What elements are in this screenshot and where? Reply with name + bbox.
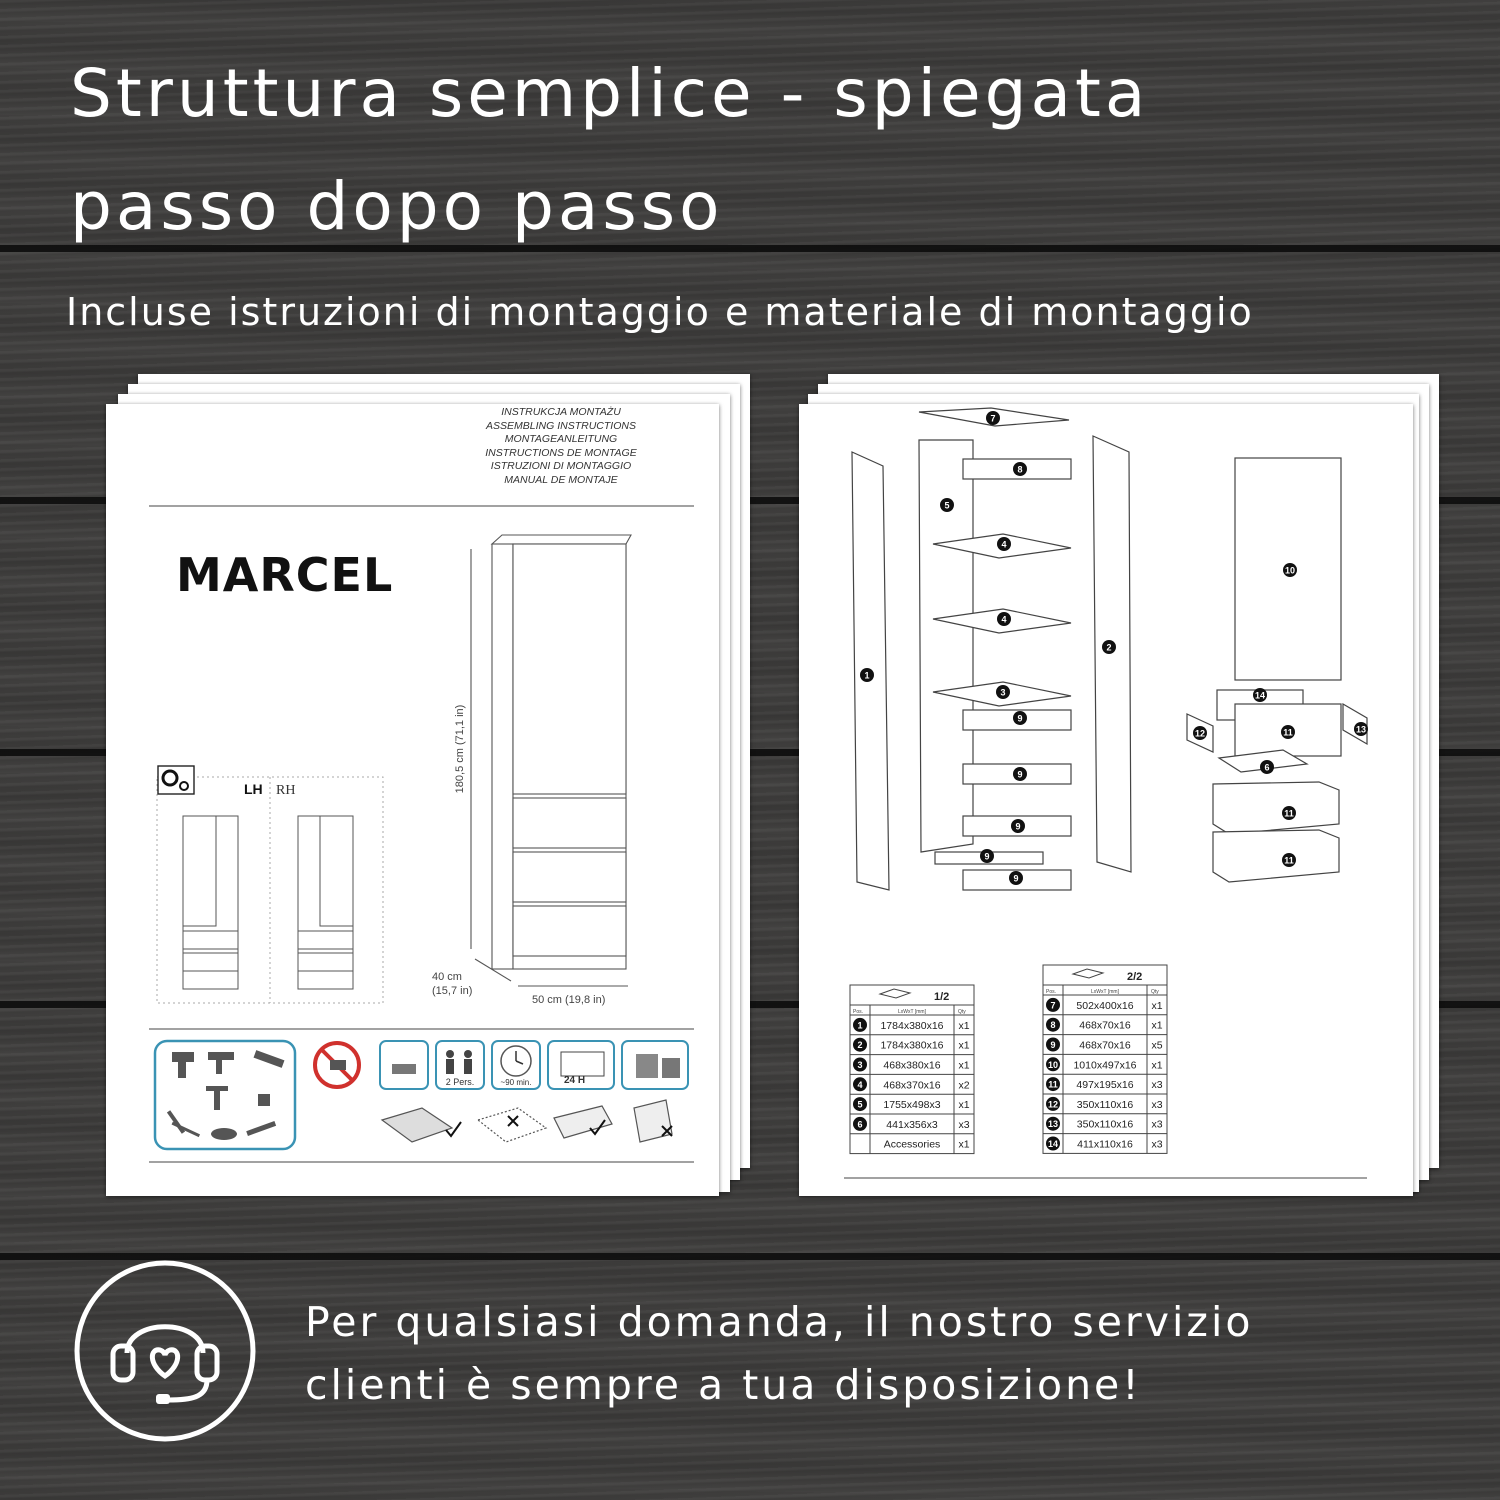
part-badge-label: 9 [1013, 873, 1019, 884]
lang-en: ASSEMBLING INSTRUCTIONS [486, 420, 636, 432]
row-dimension: 350x110x16 [1076, 1098, 1134, 1111]
row-pos: 2 [857, 1040, 863, 1051]
part-badge-label: 4 [1001, 539, 1007, 550]
row-pos: 3 [857, 1060, 863, 1070]
parts-list-sheet [799, 404, 1413, 1196]
row-quantity: x3 [1151, 1138, 1163, 1151]
row-dimension: 468x70x16 [1079, 1039, 1131, 1052]
row-dimension: 1784x380x16 [880, 1019, 944, 1032]
part-badge-label: 1 [864, 670, 870, 681]
row-pos: 12 [1047, 1099, 1059, 1110]
table-page-label: 1/2 [934, 991, 950, 1003]
part-badge-label: 9 [1015, 821, 1021, 832]
lang-es: MANUAL DE MONTAJE [504, 474, 618, 486]
lang-pl: INSTRUKCJA MONTAŻU [501, 406, 621, 418]
part-badge [1281, 725, 1295, 739]
row-dimension: 1010x497x16 [1073, 1059, 1137, 1072]
depth-dimension-2: (15,7 in) [432, 985, 473, 997]
part-badge-label: 11 [1283, 727, 1293, 738]
row-quantity: x1 [1151, 1059, 1163, 1072]
row-pos: 6 [857, 1119, 863, 1130]
row-pos: 14 [1047, 1139, 1059, 1149]
row-pos: 13 [1047, 1119, 1059, 1130]
row-pos: 9 [1050, 1040, 1056, 1050]
table-head-pos: Pos. [853, 1009, 864, 1015]
part-badge [860, 668, 874, 682]
row-dimension: 497x195x16 [1076, 1079, 1134, 1092]
row-quantity: x1 [958, 1039, 970, 1052]
row-pos: 11 [1048, 1079, 1058, 1090]
lang-fr: INSTRUCTIONS DE MONTAGE [485, 447, 637, 459]
part-badge-label: 13 [1355, 724, 1367, 735]
row-dimension: 1784x380x16 [880, 1039, 944, 1052]
part-badge [940, 498, 954, 512]
depth-dimension-1: 40 cm [432, 971, 462, 983]
hours-label: 24 H [564, 1075, 586, 1086]
tools-icon [155, 1041, 295, 1149]
footer-line-1: Per qualsiasi domanda, il nostro servizio [305, 1298, 1254, 1346]
part-badge-label: 10 [1284, 565, 1296, 576]
parts-table-2 [1043, 965, 1167, 1153]
part-badge-label: 11 [1284, 855, 1294, 866]
part-badge [1193, 726, 1207, 740]
row-dimension: 1755x498x3 [883, 1099, 941, 1112]
lang-de: MONTAGEANLEITUNG [504, 433, 618, 445]
support-headset-icon [72, 1258, 258, 1444]
part-badge-label: 8 [1017, 464, 1023, 475]
part-badge [1009, 871, 1023, 885]
row-quantity: x3 [1151, 1118, 1163, 1131]
settings-gear-icon [158, 766, 194, 794]
part-badge [1102, 640, 1116, 654]
row-quantity: x1 [958, 1099, 970, 1112]
row-pos: 10 [1047, 1059, 1059, 1070]
row-quantity: x1 [1151, 999, 1163, 1012]
no-hands-icon [315, 1043, 359, 1087]
row-quantity: x1 [958, 1019, 970, 1032]
row-dimension: 411x110x16 [1077, 1138, 1133, 1151]
part-badge-label: 3 [1000, 687, 1006, 698]
row-dimension: Accessories [883, 1138, 941, 1151]
part-badge-label: 7 [990, 413, 996, 424]
headline-line-1: Struttura semplice - spiegata [70, 55, 1150, 132]
row-quantity: x1 [958, 1059, 970, 1072]
variant-rh-label: RH [276, 783, 296, 798]
cabinet-drawing [471, 535, 631, 986]
row-dimension: 441x356x3 [886, 1118, 938, 1131]
row-dimension: 350x110x16 [1076, 1118, 1134, 1131]
table-head-qty: Qty [1151, 989, 1159, 995]
part-badge [1260, 760, 1274, 774]
row-quantity: x1 [958, 1138, 970, 1151]
row-pos: 7 [1050, 1000, 1056, 1011]
part-badge-label: 9 [1017, 713, 1023, 724]
row-quantity: x5 [1151, 1039, 1163, 1052]
height-dimension: 180,5 cm (71,1 in) [454, 704, 466, 794]
part-badge [997, 537, 1011, 551]
row-pos: 5 [857, 1099, 863, 1110]
part-badge-label: 4 [1001, 614, 1007, 625]
part-badge [996, 685, 1010, 699]
row-quantity: x2 [958, 1079, 970, 1092]
part-badge-label: 6 [1264, 762, 1270, 773]
part-badge [1354, 722, 1368, 736]
part-badge-label: 14 [1254, 690, 1266, 701]
part-badge [997, 612, 1011, 626]
row-quantity: x3 [958, 1118, 970, 1131]
variant-lh-label: LH [244, 781, 263, 797]
parts-table-1 [850, 985, 974, 1154]
part-badge [1282, 806, 1296, 820]
row-pos: 1 [857, 1020, 863, 1031]
part-badge [1013, 711, 1027, 725]
row-quantity: x1 [1151, 1019, 1163, 1032]
table-head-pos: Pos. [1046, 989, 1057, 995]
table-page-label: 2/2 [1127, 971, 1143, 983]
part-badge-label: 9 [984, 851, 990, 862]
part-badge [1011, 819, 1025, 833]
part-badge [1013, 767, 1027, 781]
table-head-qty: Qty [958, 1009, 966, 1015]
variant-rh-drawing [298, 816, 353, 989]
instruction-cover-sheet [106, 404, 719, 1196]
part-badge-label: 2 [1106, 642, 1112, 653]
part-badge [1253, 688, 1267, 702]
part-badge-label: 9 [1017, 769, 1023, 780]
product-name: MARCEL [176, 548, 394, 602]
part-badge-label: 5 [944, 500, 950, 511]
row-quantity: x3 [1151, 1079, 1163, 1092]
assembly-surface-icons [382, 1100, 672, 1142]
time-label: ~90 min. [500, 1078, 532, 1087]
footer-line-2: clienti è sempre a tua disposizione! [305, 1361, 1142, 1409]
table-head-dim: LxWxT [mm] [1091, 989, 1119, 995]
part-badge [986, 411, 1000, 425]
subtitle: Incluse istruzioni di montaggio e materiale di montaggio [66, 290, 1254, 334]
width-dimension: 50 cm (19,8 in) [532, 994, 606, 1006]
persons-label: 2 Pers. [445, 1077, 475, 1087]
part-badge [1282, 853, 1296, 867]
row-dimension: 502x400x16 [1076, 999, 1134, 1012]
part-badge-label: 11 [1284, 808, 1294, 819]
row-quantity: x3 [1151, 1098, 1163, 1111]
row-dimension: 468x70x16 [1079, 1019, 1131, 1032]
part-badge [980, 849, 994, 863]
row-dimension: 468x370x16 [883, 1079, 941, 1092]
part-badge [1283, 563, 1297, 577]
row-pos: 4 [857, 1079, 863, 1090]
part-badge-label: 12 [1194, 728, 1206, 739]
table-head-dim: LxWxT [mm] [898, 1009, 926, 1015]
row-dimension: 468x380x16 [883, 1059, 941, 1072]
part-badge [1013, 462, 1027, 476]
headline-line-2: passo dopo passo [70, 168, 724, 245]
row-pos: 8 [1050, 1020, 1056, 1031]
variant-lh-drawing [183, 816, 238, 989]
lang-it: ISTRUZIONI DI MONTAGGIO [490, 460, 632, 472]
